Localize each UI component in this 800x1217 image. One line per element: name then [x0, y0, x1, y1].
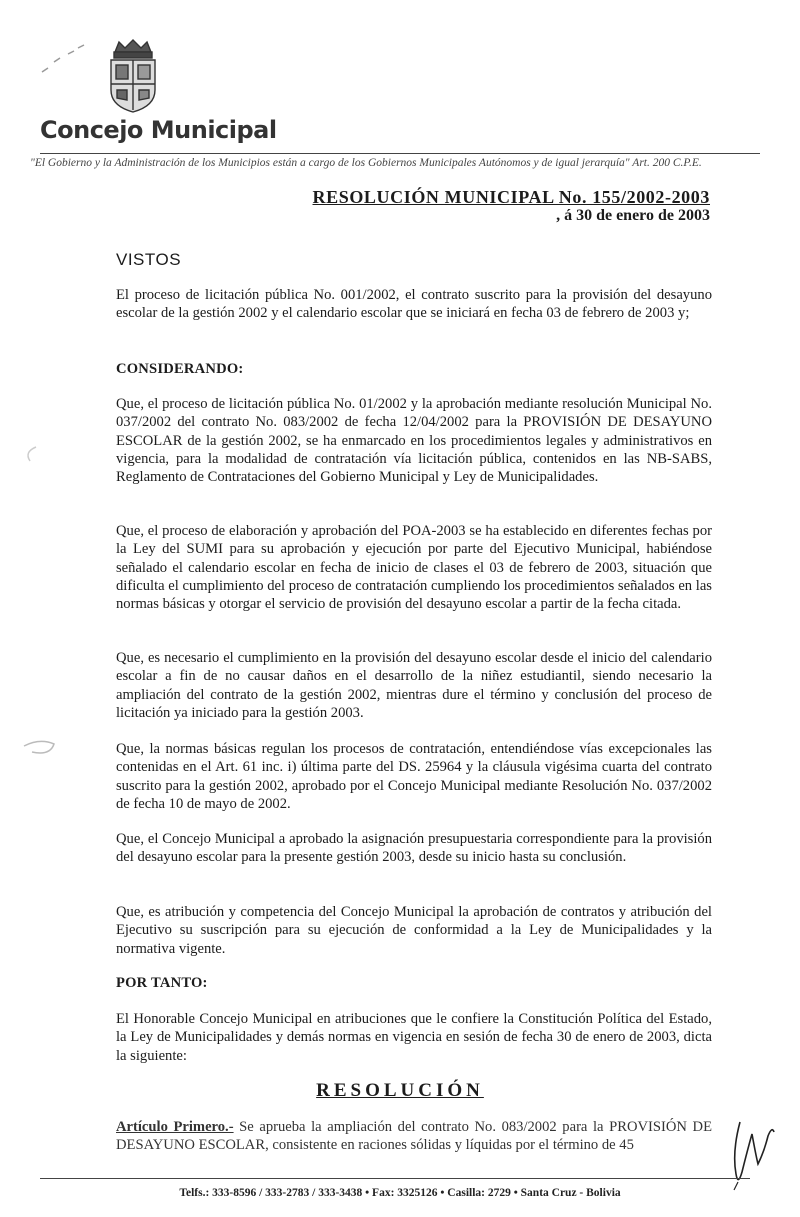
portanto-paragraph: El Honorable Concejo Municipal en atribuciones que le confiere la Constitución Política del Estado, la Ley de Municipalidades y demás normas en vigencia en sesión de fecha 30 de enero de 2003, dicta la siguiente: — [116, 1011, 712, 1064]
handwritten-signature — [728, 1112, 776, 1192]
article-first-label: Artículo Primero.- — [116, 1119, 234, 1135]
article-first — [116, 1118, 712, 1155]
resolution-date: , á 30 de enero de 2003 — [556, 207, 710, 224]
resolution-number: RESOLUCIÓN MUNICIPAL No. 155/2002-2003 — [312, 187, 710, 207]
portanto-heading: POR TANTO: — [116, 975, 208, 991]
considerando-paragraph-6: Que, es atribución y competencia del Concejo Municipal la aprobación de contratos y atribución del Ejecutivo su suscripción para su ejecución de conformidad a la Ley de Municipalidades y la normativa vigente. — [116, 904, 712, 957]
considerando-paragraph-5: Que, el Concejo Municipal a aprobado la asignación presupuestaria correspondiente para la provisión del desayuno escolar para la presente gestión 2003, desde su inicio hasta su conclusión. — [116, 831, 712, 866]
considerando-paragraph-4: Que, la normas básicas regulan los procesos de contratación, entendiéndose vías excepcionales las contenidas en el Art. 61 inc. i) última parte del DS. 25964 y la cláusula vigésima cuarta del contrato suscrito para la gestión 2002, aprobado por el Concejo Municipal mediante Resolución No. 037/2002 de fecha 10 de mayo de 2002. — [116, 741, 712, 812]
ink-mark — [40, 42, 86, 82]
punch-hole-mark — [20, 444, 42, 464]
footer-contact: Telfs.: 333-8596 / 333-2783 / 333-3438 • Fax: 3325126 • Casilla: 2729 • Santa Cruz - Bolivia — [179, 1187, 621, 1199]
considerando-heading: CONSIDERANDO: — [116, 361, 244, 377]
organization-name: Concejo Municipal — [40, 116, 277, 144]
vistos-paragraph: El proceso de licitación pública No. 001/2002, el contrato suscrito para la provisión del desayuno escolar de la gestión 2002 y el calendario escolar que se iniciará en fecha 03 de febrero de 2003 y; — [116, 287, 712, 322]
header-motto: "El Gobierno y la Administración de los Municipios están a cargo de los Gobiernos Municipales Autónomos y de igual jerarquía" Art. 200 C.P.E. — [30, 157, 702, 169]
vistos-heading: VISTOS — [116, 250, 182, 269]
footer-divider — [40, 1178, 750, 1179]
header-divider — [40, 153, 760, 154]
punch-hole-mark — [20, 736, 60, 758]
considerando-paragraph-3: Que, es necesario el cumplimiento en la provisión del desayuno escolar desde el inicio del calendario escolar a fin de no causar daños en el desarrollo de la niñez estudiantil, siendo necesario la ampliación del contrato de la gestión 2002, mientras dure el término y conclusión del proceso de licitación ya iniciado para la gestión 2003. — [116, 650, 712, 721]
resolucion-heading: RESOLUCIÓN — [316, 1080, 484, 1101]
considerando-paragraph-2: Que, el proceso de elaboración y aprobación del POA-2003 se ha establecido en diferentes fechas por la Ley del SUMI para su aprobación y ejecución por parte del Ejecutivo Municipal, habiéndose señalado el calendario escolar en fecha de inicio de clases el 03 de febrero de 2003, situación que dificulta el cumplimiento del proceso de contratación cumpliendo los procedimientos señalados en las normas básicas y otorgar el servicio de provisión del desayuno escolar a partir de la fecha citada. — [116, 523, 712, 613]
article-first-text: Se aprueba la ampliación del contrato No. 083/2002 para la PROVISIÓN DE DESAYUNO ESCOLAR, consistente en raciones sólidas y líquidas por el término de 45 — [116, 1119, 712, 1154]
considerando-paragraph-1: Que, el proceso de licitación pública No. 01/2002 y la aprobación mediante resolución Municipal No. 037/2002 del contrato No. 083/2002 de fecha 12/04/2002 para la PROVISIÓN DE DESAYUNO ESCOLAR de la gestión 2002, se ha enmarcado en los procedimientos legales y administrativos en vigencia, para la modalidad de contratación vía licitación pública, contenidos en las NB-SABS, Reglamento de Contrataciones del Gobierno Municipal y Ley de Municipalidades. — [116, 396, 712, 486]
municipal-crest-logo — [103, 38, 163, 114]
